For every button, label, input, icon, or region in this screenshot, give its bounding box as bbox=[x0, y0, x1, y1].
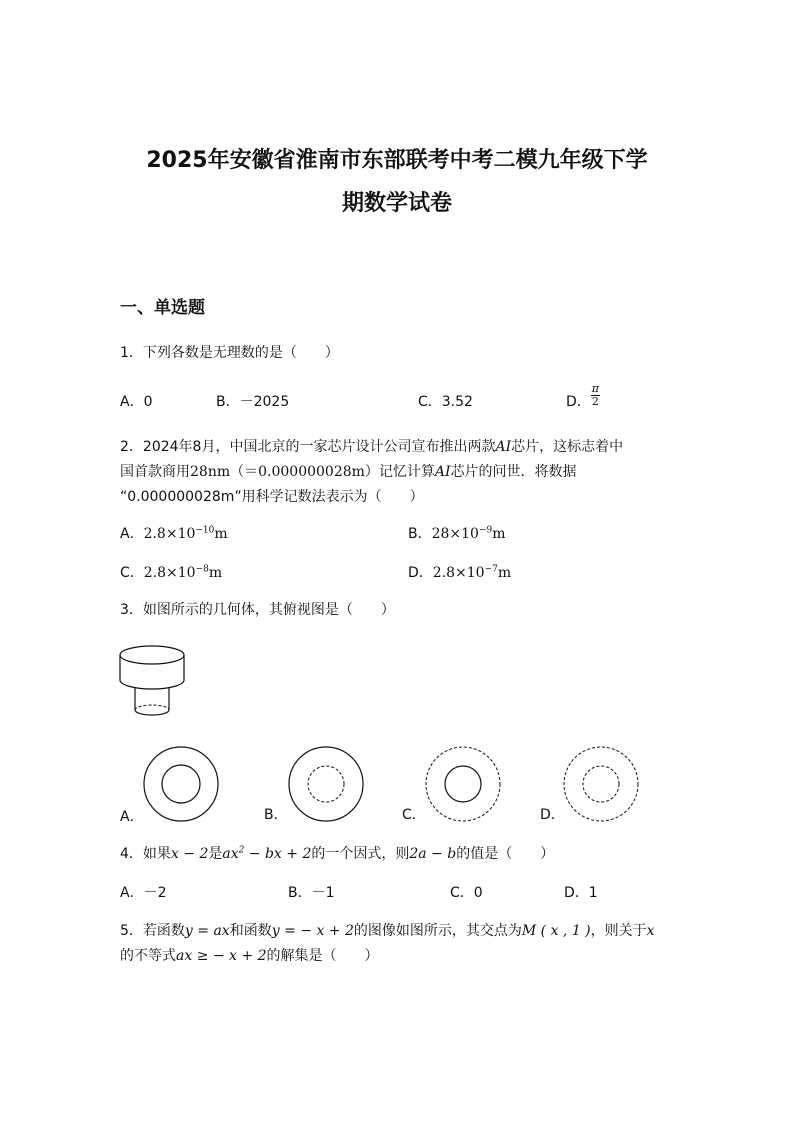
q1-option-d-fraction bbox=[591, 383, 600, 408]
q1-option-d bbox=[566, 383, 600, 408]
q2-d-exponent: −7 bbox=[484, 564, 498, 575]
q2-option-a bbox=[120, 523, 228, 543]
q3-option-b-view bbox=[288, 746, 364, 822]
q3-solid-figure bbox=[118, 643, 188, 721]
q1-option-c: C．3.52 bbox=[418, 394, 473, 410]
q3-option-a-view bbox=[143, 746, 219, 822]
q4-poly-term: ax bbox=[222, 846, 239, 862]
q1-stem: 1．下列各数是无理数的是（ ） bbox=[120, 345, 339, 361]
q2-b-base: 28×10 bbox=[431, 526, 479, 542]
q4-text: 的一个因式，则 bbox=[311, 846, 410, 862]
q2-d-unit: m bbox=[497, 565, 512, 581]
q3-option-c-view bbox=[425, 746, 501, 822]
q3-option-d-view bbox=[563, 746, 639, 822]
q5-text: 的不等式 bbox=[120, 948, 176, 964]
q5-text: ，则关于 bbox=[590, 923, 647, 939]
q2-a-base: 2.8×10 bbox=[143, 526, 196, 542]
q2-d-base: 2.8×10 bbox=[432, 565, 485, 581]
q2-option-c bbox=[120, 562, 222, 582]
q3-stem: 3．如图所示的几何体，其俯视图是（ ） bbox=[120, 602, 395, 618]
q4-expr-factor: x − 2 bbox=[170, 846, 209, 862]
q4-option-b: B．－1 bbox=[288, 885, 335, 901]
q2-stem-line3: “0.000000028m”用科学记数法表示为（ ） bbox=[120, 489, 424, 505]
q2-text: 芯片的问世．将数据 bbox=[450, 464, 577, 480]
q3-option-a-label: A． bbox=[120, 809, 144, 825]
q2-d-label: D． bbox=[408, 565, 433, 581]
q2-b-label: B． bbox=[408, 526, 432, 542]
q2-text: 国首款商用 bbox=[120, 464, 190, 480]
q2-c-base: 2.8×10 bbox=[143, 565, 196, 581]
q5-text: 和函数 bbox=[229, 923, 272, 939]
q2-a-label: A． bbox=[120, 526, 144, 542]
q2-c-unit: m bbox=[208, 565, 223, 581]
q2-a-unit: m bbox=[214, 526, 228, 542]
q4-expr-poly bbox=[222, 846, 311, 862]
q1-option-a: A．0 bbox=[120, 394, 153, 410]
q1-option-d-label: D． bbox=[566, 393, 591, 410]
q4-option-d: D．1 bbox=[564, 885, 598, 901]
q4-text: 是 bbox=[208, 846, 223, 862]
q4-option-a: A．－2 bbox=[120, 885, 167, 901]
q4-text: 的值是（ ） bbox=[456, 846, 555, 862]
q5-stem-line1 bbox=[120, 920, 655, 940]
q4-stem bbox=[120, 843, 554, 863]
q2-equals-value: ＝0.000000028m bbox=[244, 464, 365, 480]
q2-option-b bbox=[408, 523, 506, 543]
q1-d-denominator: 2 bbox=[591, 395, 599, 408]
q5-expr-var: x bbox=[646, 923, 655, 939]
q2-text: （ bbox=[230, 464, 245, 480]
q4-text: 4．如果 bbox=[120, 846, 171, 862]
q2-text: ）记忆计算 bbox=[364, 464, 435, 480]
q5-expr-inequality: ax ≥ − x + 2 bbox=[176, 948, 267, 964]
q5-expr-line2: y = − x + 2 bbox=[271, 923, 354, 939]
q5-text: 的图像如图所示，其交点为 bbox=[353, 923, 522, 939]
q4-poly-exponent: 2 bbox=[238, 845, 245, 856]
section-heading: 一、单选题 bbox=[120, 298, 205, 318]
q2-a-exponent: −10 bbox=[195, 525, 215, 536]
q1-d-numerator: π bbox=[591, 382, 600, 395]
q2-c-exponent: −8 bbox=[195, 564, 209, 575]
q2-nm-value: 28nm bbox=[190, 464, 231, 480]
q4-expr-target: 2a − b bbox=[409, 846, 457, 862]
q4-poly-rest: − bx + 2 bbox=[244, 846, 312, 862]
q5-expr-point: M ( x , 1 ) bbox=[521, 923, 591, 939]
q5-text: 的解集是（ ） bbox=[266, 948, 379, 964]
q3-option-d-label: D． bbox=[540, 807, 565, 823]
q5-stem-line2 bbox=[120, 945, 379, 965]
page-title-line2: 期数学试卷 bbox=[341, 191, 452, 216]
q2-c-label: C． bbox=[120, 565, 144, 581]
q5-text: 5．若函数 bbox=[120, 923, 185, 939]
q2-ai-term: AI bbox=[434, 464, 451, 480]
q2-ai-term: AI bbox=[495, 439, 512, 455]
q1-option-b: B．－2025 bbox=[216, 394, 290, 410]
q2-b-unit: m bbox=[492, 526, 506, 542]
q2-b-exponent: −9 bbox=[478, 525, 493, 536]
q2-text: 2．2024年8月，中国北京的一家芯片设计公司宣布推出两款 bbox=[120, 439, 496, 455]
q4-option-c: C．0 bbox=[450, 885, 483, 901]
q3-option-c-label: C． bbox=[402, 807, 426, 823]
q2-stem-line1 bbox=[120, 436, 623, 456]
q2-option-d bbox=[408, 562, 511, 582]
page-title-line1: 2025年安徽省淮南市东部联考中考二模九年级下学 bbox=[146, 148, 648, 173]
q3-option-b-label: B． bbox=[264, 807, 288, 823]
q2-stem-line2 bbox=[120, 461, 577, 481]
q5-expr-line1: y = ax bbox=[184, 923, 230, 939]
q2-text: 芯片，这标志着中 bbox=[511, 439, 624, 455]
